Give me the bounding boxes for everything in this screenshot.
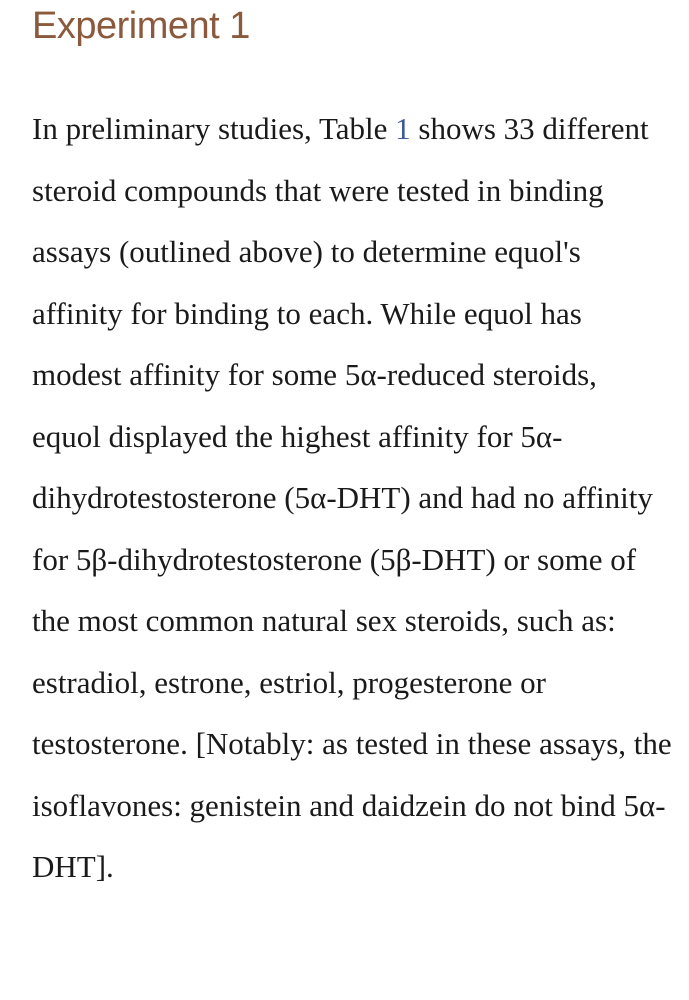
paragraph-text-rest: shows 33 different steroid compounds that were tested in binding assays (outlined above) to determine equol's affinity for binding to each. While equol has modest affinity for some 5α-reduced steroids, equol displayed the highest affinity for 5α-dihydrotestosterone (5α-DHT) and had no affinity for 5β-dihydrotestosterone (5β-DHT) or some of the most common natural sex steroids, such as: estradiol, estrone, estriol, progesterone or testosterone. [Notably: as tested in these assays, the isoflavones: genistein and daidzein do not bind 5α-DHT]. [32,111,672,884]
paragraph-text-start: In preliminary studies, Table [32,111,396,146]
table-1-link[interactable]: 1 [395,111,411,146]
body-paragraph [32,98,672,898]
article-content [32,0,672,898]
section-heading: Experiment 1 [32,5,250,47]
